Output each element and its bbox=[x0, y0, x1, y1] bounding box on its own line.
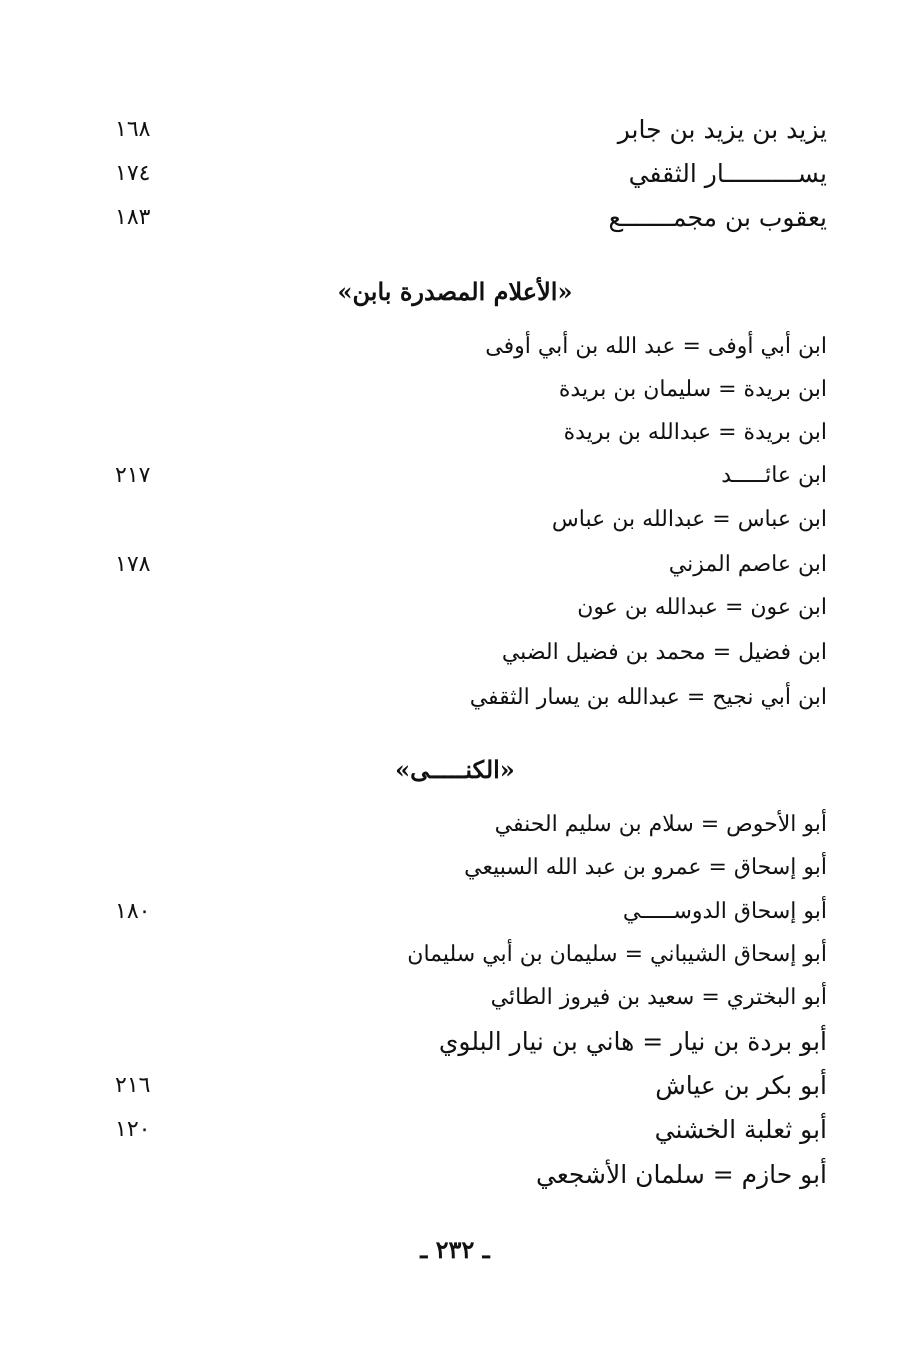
index-entry bbox=[100, 456, 827, 496]
entry-name: ابن بريدة = عبدالله بن بريدة bbox=[563, 420, 827, 445]
page-number: ـ ٢٣٢ ـ bbox=[420, 1235, 490, 1264]
entry-page: ١٨٣ bbox=[115, 205, 151, 230]
entry-page: ١٢٠ bbox=[115, 1117, 151, 1142]
index-entry bbox=[100, 327, 827, 367]
index-entry bbox=[100, 1022, 827, 1062]
index-entry bbox=[100, 678, 827, 718]
index-entry bbox=[100, 848, 827, 888]
section-heading-ibn: «الأعلام المصدرة بابن» bbox=[337, 277, 573, 306]
index-entry bbox=[100, 588, 827, 628]
index-entry bbox=[100, 978, 827, 1018]
entry-name: ابن عائـــــد bbox=[721, 463, 827, 488]
entry-name: أبو بكر بن عياش bbox=[655, 1071, 827, 1100]
entry-name: ابن أبي أوفى = عبد الله بن أبي أوفى bbox=[485, 334, 827, 359]
index-entry bbox=[100, 198, 827, 238]
index-entry bbox=[100, 1110, 827, 1150]
entry-page: ١٦٨ bbox=[115, 117, 151, 142]
entry-page: ٢١٧ bbox=[115, 463, 151, 488]
index-entry bbox=[100, 500, 827, 540]
index-entry bbox=[100, 633, 827, 673]
index-entry bbox=[100, 370, 827, 410]
section-heading-kuna: «الكنـــــى» bbox=[395, 755, 515, 784]
entry-name: ابن عون = عبدالله بن عون bbox=[577, 595, 827, 620]
entry-page: ١٧٨ bbox=[115, 552, 151, 577]
entry-name: أبو ثعلبة الخشني bbox=[654, 1115, 827, 1144]
entry-name: أبو بردة بن نيار = هاني بن نيار البلوي bbox=[438, 1027, 827, 1056]
index-entry bbox=[100, 413, 827, 453]
entry-name: يســــــــــار الثقفي bbox=[628, 159, 827, 188]
entry-name: أبو البختري = سعيد بن فيروز الطائي bbox=[490, 985, 827, 1010]
entry-name: أبو الأحوص = سلام بن سليم الحنفي bbox=[494, 812, 827, 837]
entry-name: ابن بريدة = سليمان بن بريدة bbox=[558, 377, 827, 402]
index-entry bbox=[100, 935, 827, 975]
entry-page: ١٧٤ bbox=[115, 161, 151, 186]
entry-name: يعقوب بن مجمـــــــع bbox=[608, 203, 827, 232]
entry-name: ابن أبي نجيح = عبدالله بن يسار الثقفي bbox=[469, 685, 827, 710]
entry-name: ابن عباس = عبدالله بن عباس bbox=[551, 507, 827, 532]
index-entry bbox=[100, 110, 827, 150]
entry-name: أبو إسحاق = عمرو بن عبد الله السبيعي bbox=[464, 855, 827, 880]
entry-name: يزيد بن يزيد بن جابر bbox=[617, 115, 827, 144]
entry-page: ١٨٠ bbox=[115, 899, 151, 924]
index-entry bbox=[100, 1066, 827, 1106]
entry-name: أبو حازم = سلمان الأشجعي bbox=[535, 1160, 827, 1189]
entry-name: ابن عاصم المزني bbox=[668, 552, 827, 577]
entry-name: ابن فضيل = محمد بن فضيل الضبي bbox=[501, 640, 827, 665]
index-entry bbox=[100, 154, 827, 194]
index-entry bbox=[100, 892, 827, 932]
index-entry bbox=[100, 805, 827, 845]
index-entry bbox=[100, 545, 827, 585]
entry-name: أبو إسحاق الدوســـــي bbox=[622, 899, 827, 924]
entry-name: أبو إسحاق الشيباني = سليمان بن أبي سليمان bbox=[407, 942, 827, 967]
entry-page: ٢١٦ bbox=[115, 1073, 151, 1098]
index-entry bbox=[100, 1155, 827, 1195]
